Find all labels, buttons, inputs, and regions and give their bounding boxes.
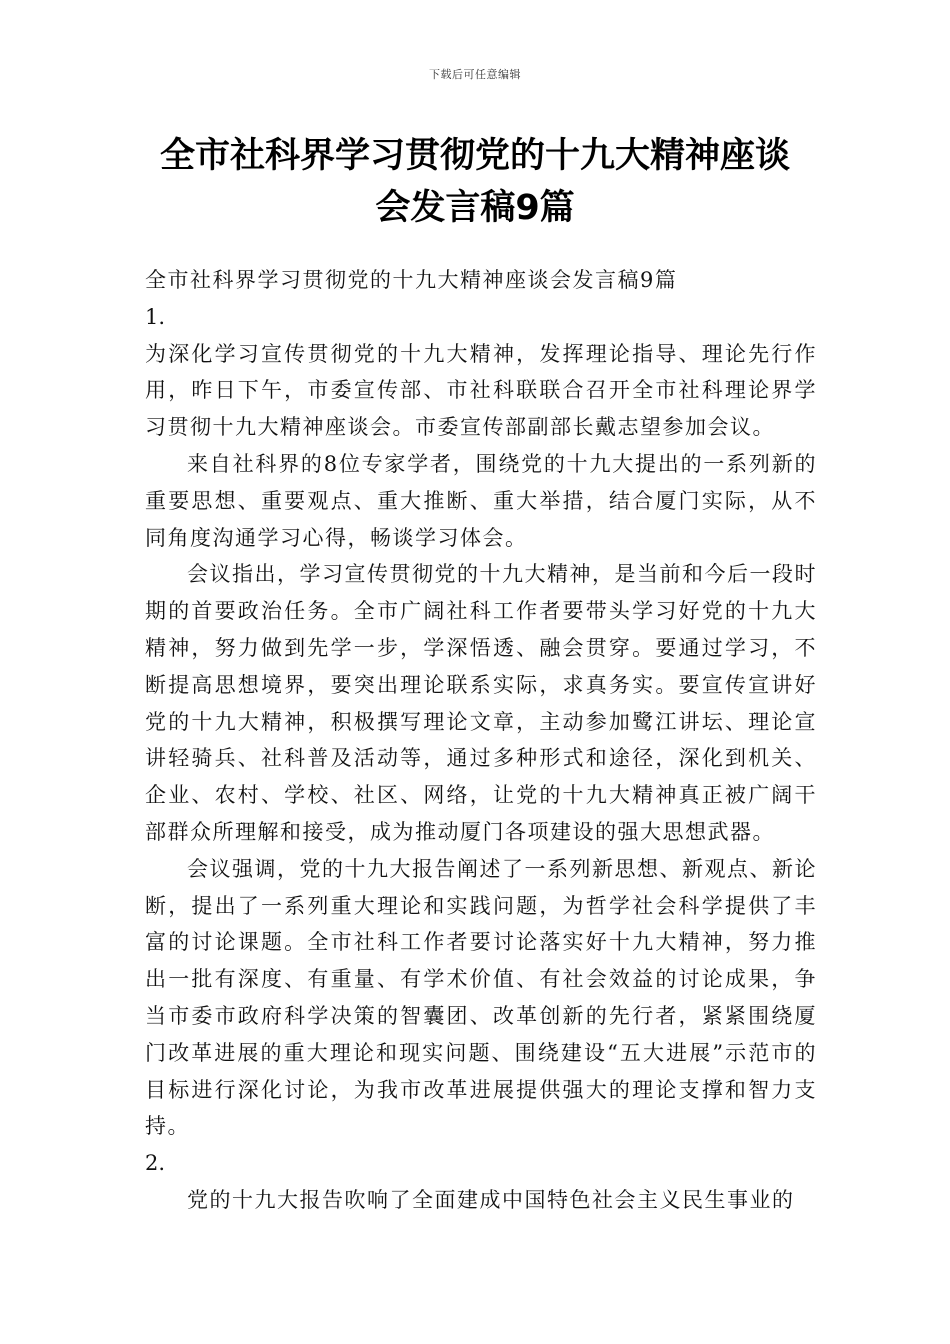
document-title — [110, 130, 840, 234]
section-number-1: 1. — [145, 304, 166, 329]
paragraph: 党的十九大报告吹响了全面建成中国特色社会主义民生事业的 — [187, 1187, 795, 1212]
document-body — [145, 262, 817, 1219]
paragraph: 来自社科界的8位专家学者，围绕党的十九大提出的一系列新的重要思想、重要观点、重大推断、重大举措，结合厦门实际，从不同角度沟通学习心得，畅谈学习体会。 — [145, 451, 817, 550]
paragraph: 会议强调，党的十九大报告阐述了一系列新思想、新观点、新论断，提出了一系列重大理论和实践问题，为哲学社会科学提供了丰富的讨论课题。全市社科工作者要讨论落实好十九大精神，努力推出一批有深度、有重量、有学术价值、有社会效益的讨论成果，争当市委市政府科学决策的智囊团、改革创新的先行者，紧紧围绕厦门改革进展的重大理论和现实问题、围绕建设“五大进展”示范市的目标进行深化讨论，为我市改革进展提供强大的理论支撑和智力支持。 — [145, 856, 817, 1139]
header-note: 下载后可任意编辑 — [429, 68, 521, 81]
section-number-2: 2. — [145, 1151, 166, 1176]
paragraph: 为深化学习宣传贯彻党的十九大精神，发挥理论指导、理论先行作用，昨日下午，市委宣传部、市社科联联合召开全市社科理论界学习贯彻十九大精神座谈会。市委宣传部副部长戴志望参加会议。 — [145, 341, 817, 440]
title-line-2: 会发言稿9篇 — [375, 188, 575, 228]
title-line-1: 全市社科界学习贯彻党的十九大精神座谈 — [159, 136, 790, 176]
paragraph: 会议指出，学习宣传贯彻党的十九大精神，是当前和今后一段时期的首要政治任务。全市广阔社科工作者要带头学习好党的十九大精神，努力做到先学一步，学深悟透、融会贯穿。要通过学习，不断提高思想境界，要突出理论联系实际，求真务实。要宣传宣讲好党的十九大精神，积极撰写理论文章，主动参加鹭江讲坛、理论宣讲轻骑兵、社科普及活动等，通过多种形式和途径，深化到机关、企业、农村、学校、社区、网络，让党的十九大精神真正被广阔干部群众所理解和接受，成为推动厦门各项建设的强大思想武器。 — [145, 562, 817, 844]
subtitle-line: 全市社科界学习贯彻党的十九大精神座谈会发言稿9篇 — [145, 268, 678, 292]
